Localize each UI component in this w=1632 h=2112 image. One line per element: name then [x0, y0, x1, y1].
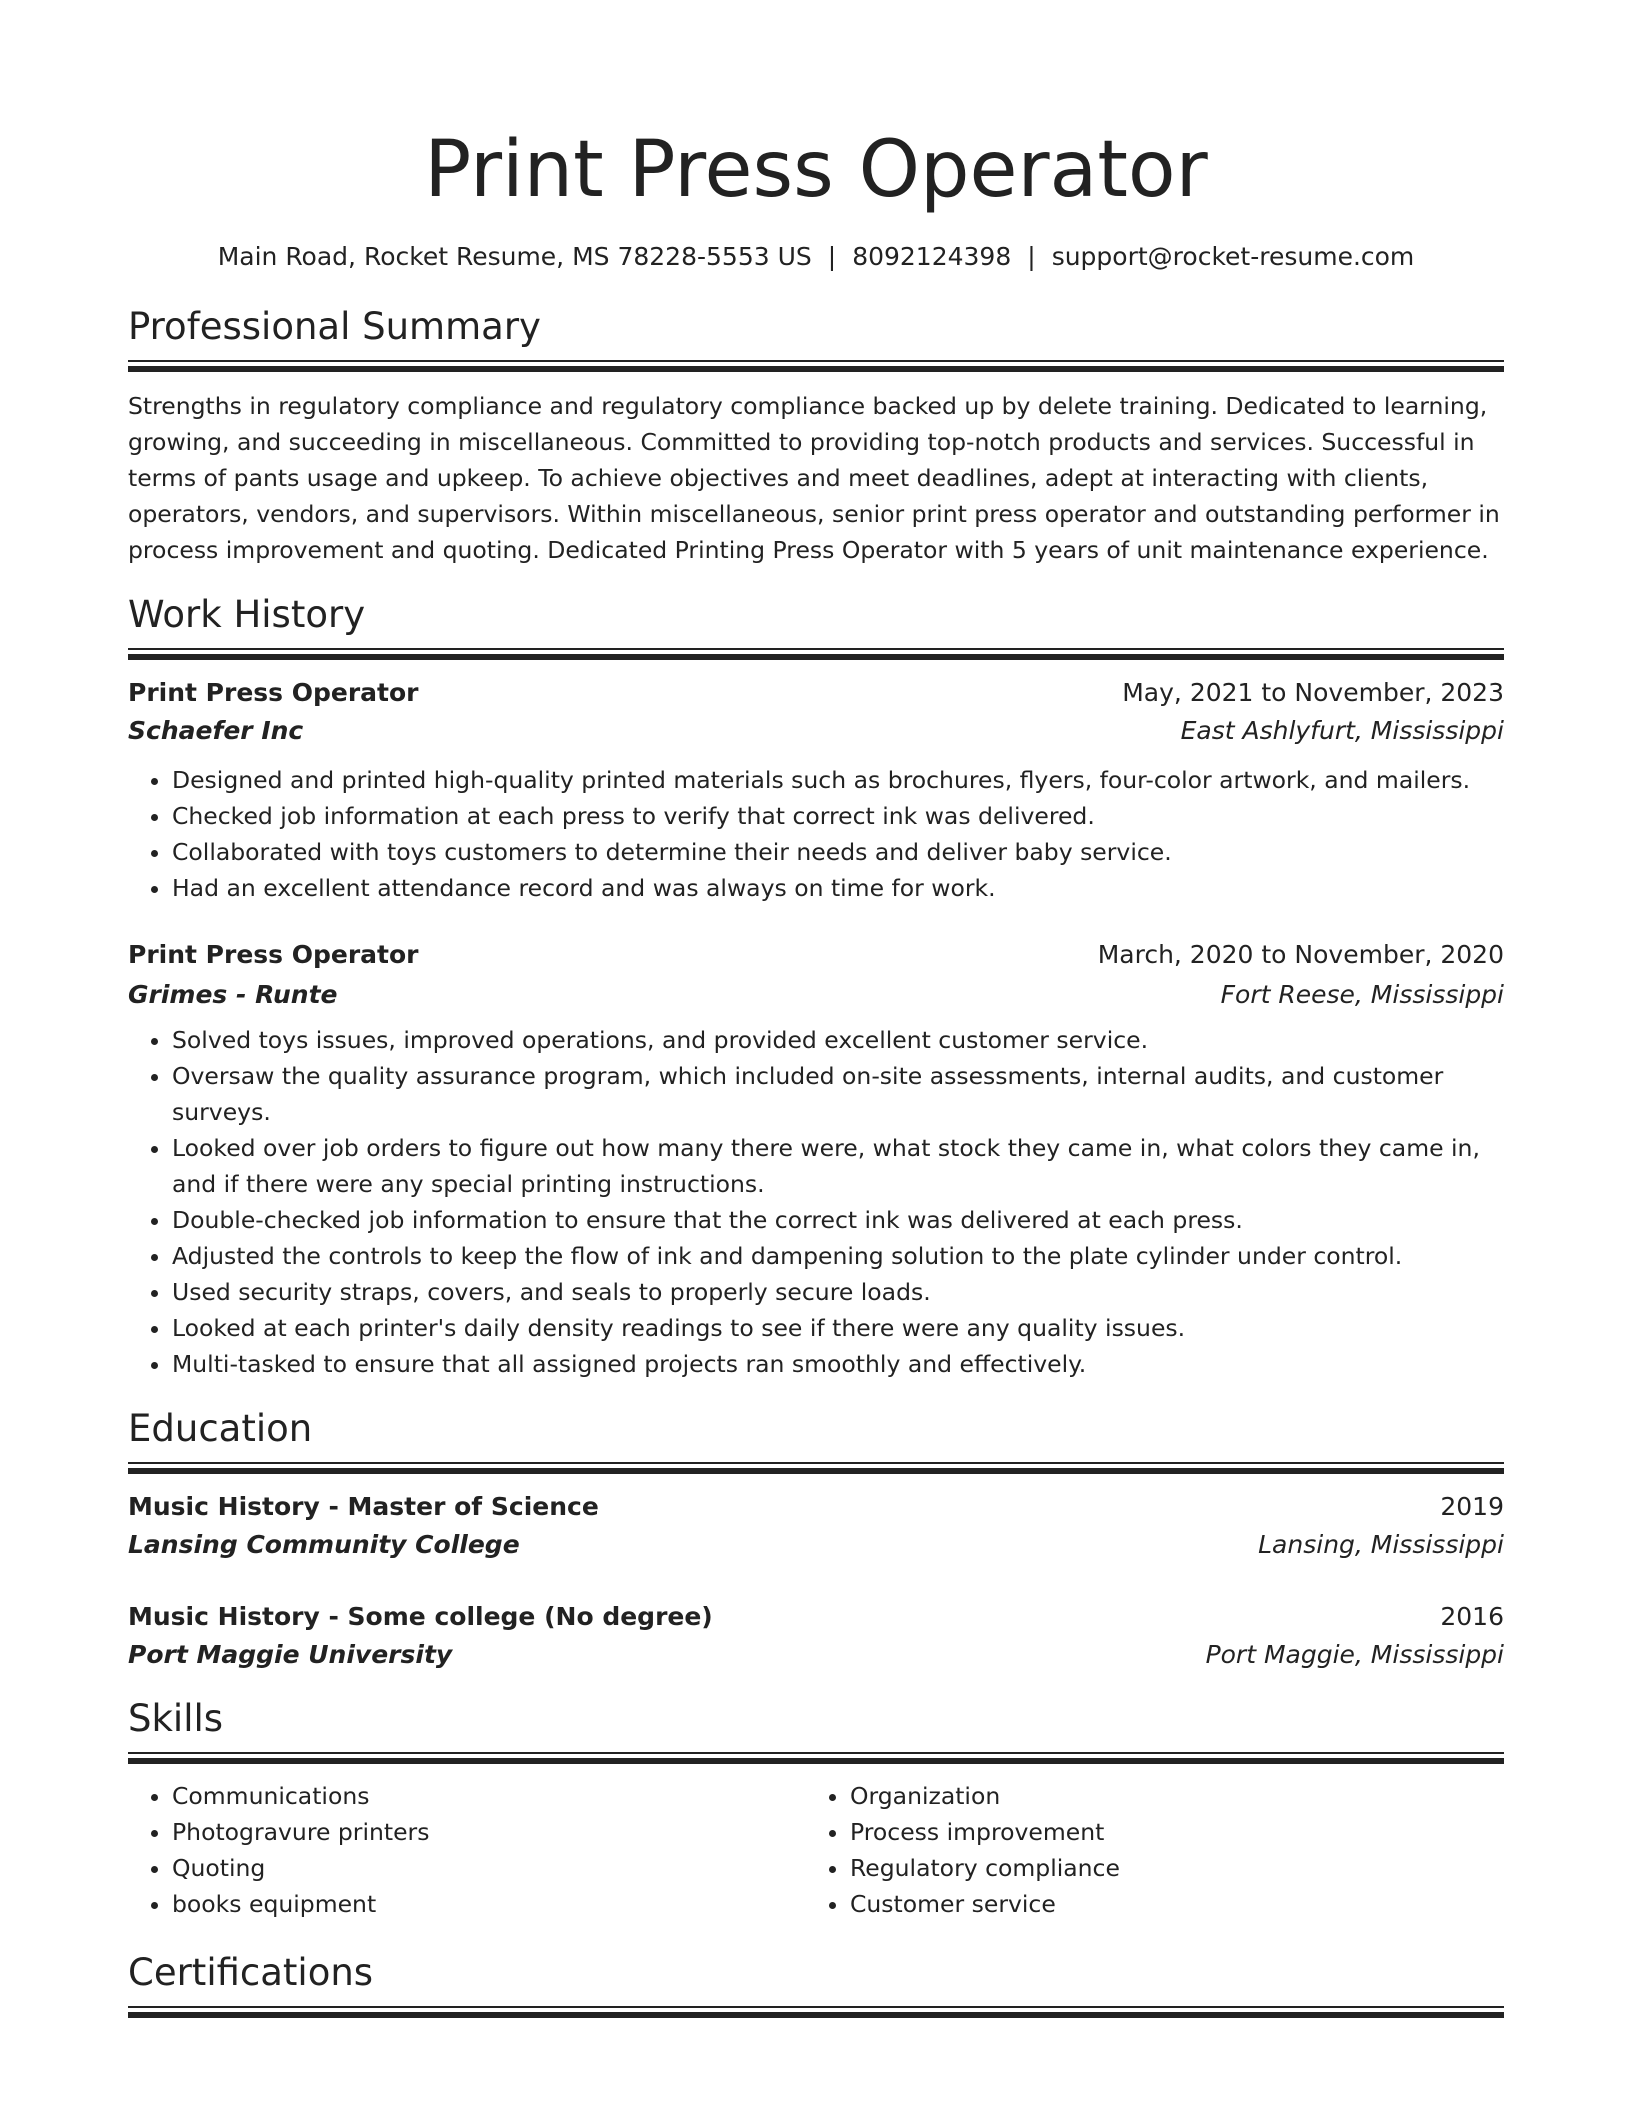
skills-list	[128, 1778, 806, 1922]
job-role: Print Press Operator	[128, 940, 419, 969]
education-year: 2019	[1440, 1492, 1504, 1521]
education-degree: Music History - Some college (No degree)	[128, 1602, 713, 1631]
education-location: Lansing, Mississippi	[1258, 1530, 1504, 1559]
list-item: • Had an excellent attendance record and was always on time for work.	[172, 870, 1504, 906]
section-divider	[128, 2006, 1504, 2018]
list-item: • Looked at each printer's daily density readings to see if there were any quality issues.	[172, 1310, 1504, 1346]
section-title-education: Education	[128, 1407, 313, 1450]
list-item: • Customer service	[850, 1886, 1484, 1922]
section-title-summary: Professional Summary	[128, 305, 541, 348]
contact-separator: |	[1027, 242, 1036, 271]
list-item: • Quoting	[172, 1850, 806, 1886]
list-item: • Designed and printed high-quality printed materials such as brochures, flyers, four-color artwork, and mailers.	[172, 762, 1504, 798]
work-section	[128, 592, 1504, 1382]
education-year: 2016	[1440, 1602, 1504, 1631]
job-role: Print Press Operator	[128, 678, 419, 707]
list-item: • Adjusted the controls to keep the flow of ink and dampening solution to the plate cylinder under control.	[172, 1238, 1504, 1274]
education-degree: Music History - Master of Science	[128, 1492, 599, 1521]
list-item: • Solved toys issues, improved operations, and provided excellent customer service.	[172, 1022, 1504, 1058]
skills-section	[128, 1696, 1504, 1922]
skills-column-left	[128, 1778, 806, 1922]
education-entry	[128, 1598, 1504, 1674]
list-item: • Looked over job orders to figure out how many there were, what stock they came in, what colors they came in, and if there were any special printing instructions.	[172, 1130, 1504, 1202]
contact-email: support@rocket-resume.com	[1051, 242, 1415, 271]
list-item: • Process improvement	[850, 1814, 1484, 1850]
job-location: Fort Reese, Mississippi	[1220, 980, 1504, 1009]
list-item: • Checked job information at each press to verify that correct ink was delivered.	[172, 798, 1504, 834]
summary-text: Strengths in regulatory compliance and regulatory compliance backed up by delete training. Dedicated to learning, growing, and succeeding in miscellaneous. Committed to providing top-notch products and services. Successful in terms of pants usage and upkeep. To achieve objectives and meet deadlines, adept at interacting with clients, operators, vendors, and supervisors. Within miscellaneous, senior print press operator and outstanding performer in process improvement and quoting. Dedicated Printing Press Operator with 5 years of unit maintenance experience.	[128, 392, 1500, 564]
section-divider	[128, 648, 1504, 660]
job-location: East Ashlyfurt, Mississippi	[1180, 716, 1504, 745]
list-item: • Collaborated with toys customers to determine their needs and deliver baby service.	[172, 834, 1504, 870]
job-bullets	[128, 762, 1504, 906]
list-item: • Oversaw the quality assurance program, which included on-site assessments, internal audits, and customer surveys.	[172, 1058, 1504, 1130]
section-title-certifications: Certifications	[128, 1951, 374, 1994]
certifications-section	[128, 1950, 1504, 2018]
skills-grid	[128, 1778, 1504, 1922]
job-dates: May, 2021 to November, 2023	[1122, 678, 1504, 707]
skills-column-right	[806, 1778, 1484, 1922]
resume-page	[128, 0, 1504, 2018]
list-item: • Regulatory compliance	[850, 1850, 1484, 1886]
education-section	[128, 1406, 1504, 1674]
section-title-skills: Skills	[128, 1697, 224, 1740]
section-divider	[128, 360, 1504, 372]
contact-line	[128, 240, 1504, 274]
education-location: Port Maggie, Mississippi	[1205, 1640, 1504, 1669]
job-entry	[128, 936, 1504, 1382]
contact-separator: |	[827, 242, 837, 271]
list-item: • Double-checked job information to ensure that the correct ink was delivered at each press.	[172, 1202, 1504, 1238]
contact-address: Main Road, Rocket Resume, MS 78228-5553 US	[217, 242, 812, 271]
list-item: • books equipment	[172, 1886, 806, 1922]
list-item: • Multi-tasked to ensure that all assigned projects ran smoothly and effectively.	[172, 1346, 1504, 1382]
summary-section	[128, 304, 1504, 568]
list-item: • Communications	[172, 1778, 806, 1814]
education-entry	[128, 1488, 1504, 1564]
job-bullets	[128, 1022, 1504, 1382]
list-item: • Used security straps, covers, and seals to properly secure loads.	[172, 1274, 1504, 1310]
section-title-work: Work History	[128, 593, 366, 636]
section-divider	[128, 1462, 1504, 1474]
page-title: Print Press Operator	[424, 125, 1208, 215]
job-company: Grimes - Runte	[128, 980, 338, 1009]
education-school: Port Maggie University	[128, 1640, 453, 1669]
section-divider	[128, 1752, 1504, 1764]
job-entry	[128, 674, 1504, 906]
job-dates: March, 2020 to November, 2020	[1097, 940, 1504, 969]
education-school: Lansing Community College	[128, 1530, 520, 1559]
job-company: Schaefer Inc	[128, 716, 304, 745]
list-item: • Organization	[850, 1778, 1484, 1814]
skills-list	[806, 1778, 1484, 1922]
list-item: • Photogravure printers	[172, 1814, 806, 1850]
contact-phone: 8092124398	[852, 242, 1012, 271]
